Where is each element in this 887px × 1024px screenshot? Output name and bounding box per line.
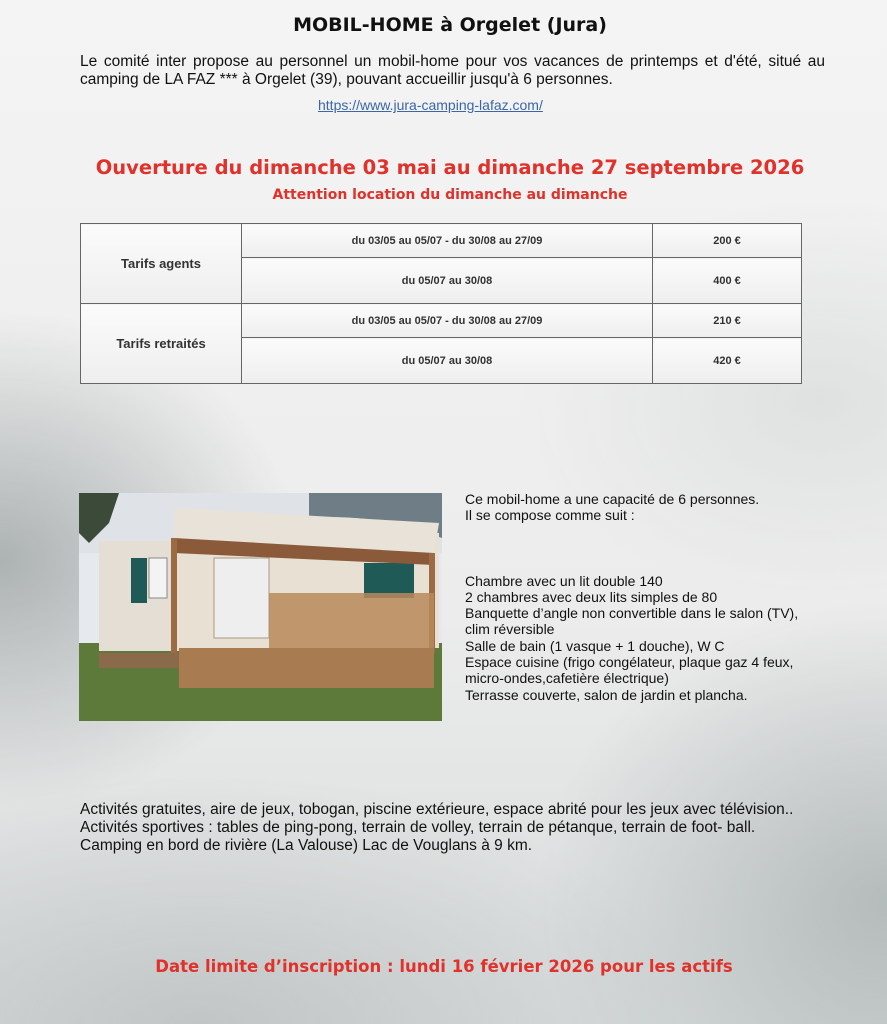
camping-link[interactable]: https://www.jura-camping-lafaz.com/ [318,97,543,113]
period-cell: du 05/07 au 30/08 [242,338,653,384]
feature-item: Terrasse couverte, salon de jardin et plancha. [465,686,748,703]
period-cell: du 05/07 au 30/08 [242,258,653,304]
tarifs-table [80,223,802,384]
tarif-label: Tarifs agents [81,224,242,304]
period-cell: du 03/05 au 05/07 - du 30/08 au 27/09 [242,304,653,338]
price-cell: 210 € [653,304,802,338]
price-cell: 420 € [653,338,802,384]
feature-item: Salle de bain (1 vasque + 1 douche), W C [465,637,725,654]
feature-item: Chambre avec un lit double 140 [465,572,663,589]
feature-item: Espace cuisine (frigo congélateur, plaque gaz 4 feux, micro-ondes,cafetière électrique) [465,654,794,687]
tarif-label: Tarifs retraités [81,304,242,384]
activity-line: Activités sportives : tables de ping-pong, terrain de volley, terrain de pétanque, terrain de foot- ball. [80,819,756,836]
mobil-home-photo [79,493,442,721]
page-title: MOBIL-HOME à Orgelet (Jura) [293,14,607,36]
composition-intro: Il se compose comme suit : [465,507,635,524]
activity-line: Camping en bord de rivière (La Valouse) Lac de Vouglans à 9 km. [80,837,533,854]
activity-line: Activités gratuites, aire de jeux, tobogan, piscine extérieure, espace abrité pour les jeux avec télévision.. [80,801,794,818]
price-cell: 200 € [653,224,802,258]
feature-item: 2 chambres avec deux lits simples de 80 [465,588,718,605]
intro-text: Le comité inter propose au personnel un mobil-home pour vos vacances de printemps et d'été, situé au camping de LA FAZ *** à Orgelet (39), pouvant accueillir jusqu'à 6 personnes. [80,53,825,88]
period-cell: du 03/05 au 05/07 - du 30/08 au 27/09 [242,224,653,258]
capacity-text: Ce mobil-home a une capacité de 6 personnes. [465,491,760,507]
activities [80,801,823,855]
registration-deadline: Date limite d’inscription : lundi 16 février 2026 pour les actifs [155,957,733,976]
feature-item: Banquette d’angle non convertible dans le salon (TV), clim réversible [465,605,799,638]
attention-note: Attention location du dimanche au dimanche [272,187,628,203]
opening-dates: Ouverture du dimanche 03 mai au dimanche 27 septembre 2026 [95,156,805,179]
price-cell: 400 € [653,258,802,304]
mobil-home-description [465,491,815,703]
